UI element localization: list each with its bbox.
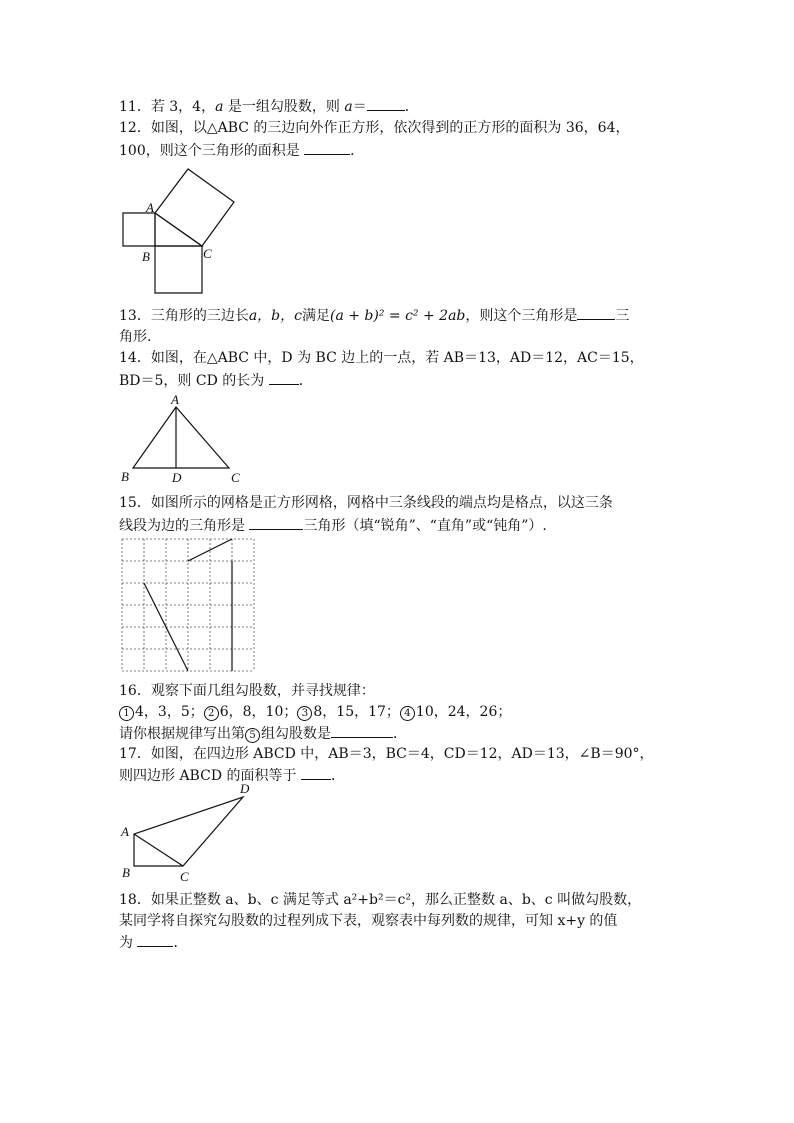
q16-line1: 16．观察下面几组勾股数，并寻找规律： <box>119 683 375 699</box>
q17-line2-suffix: ． <box>330 768 345 784</box>
label-b: B <box>122 865 130 880</box>
label-b: B <box>142 249 150 264</box>
q11-suffix: ． <box>404 99 419 115</box>
label-c: C <box>203 246 212 261</box>
label-a: A <box>146 200 154 215</box>
q15-line1: 15．如图所示的网格是正方形网格，网格中三条线段的端点均是格点，以这三条 <box>119 495 613 511</box>
group-1: 1 4，3，5； <box>119 704 204 720</box>
q13-mid: 满足 <box>301 308 330 324</box>
label-a: A <box>171 392 179 407</box>
label-d: D <box>172 470 182 485</box>
q14-line2-suffix: ． <box>298 373 313 389</box>
q11-var: a <box>215 99 224 115</box>
quadrilateral-abcd <box>134 797 243 866</box>
label-d: D <box>240 781 250 796</box>
label-b: B <box>121 469 129 484</box>
q18-line2: 某同学将自探究勾股数的过程列成下表，观察表中每列数的规律，可知 x+y 的值 <box>119 913 618 929</box>
q18-line3-suffix: ． <box>173 935 188 951</box>
q16-line3-suffix: ． <box>393 726 407 742</box>
q12-line2-suffix: ． <box>350 143 365 159</box>
answer-blank[interactable] <box>137 932 173 947</box>
q11-var2: a <box>344 99 353 115</box>
q13-vars: a，b，c <box>248 308 302 324</box>
q18-line3-prefix: 为 <box>119 935 138 951</box>
label-c: C <box>180 869 189 884</box>
q17-line2-prefix: 则四边形 ABCD 的面积等于 <box>119 768 301 784</box>
q11-prefix: 11．若 3，4， <box>119 99 216 115</box>
q16-line3-prefix: 请你根据规律写出第 <box>119 726 245 742</box>
q13-prefix: 13．三角形的三边长 <box>119 308 249 324</box>
circled-number: 3 <box>297 706 312 721</box>
q18-line3 <box>119 932 187 953</box>
q18-line1: 18．如果正整数 a、b、c 满足等式 a²+b²＝c²，那么正整数 a、b、c 叫做勾股数， <box>119 892 642 908</box>
group-4: 4 10，24，26； <box>400 704 511 720</box>
circled-number: 4 <box>400 706 415 721</box>
circled-number: 2 <box>204 706 219 721</box>
q13-formula: (a + b)² = c² + 2ab <box>329 308 466 324</box>
q14-line1: 14．如图，在△ABC 中，D 为 BC 边上的一点，若 AB＝13，AD＝12，AC＝15， <box>119 350 644 366</box>
q11-eq: ＝ <box>352 99 367 115</box>
q16-line3-mid: 组勾股数是 <box>261 726 331 742</box>
q13-line2: 角形. <box>119 329 152 345</box>
diagonal-ac <box>134 834 183 866</box>
q14-line2-prefix: BD＝5，则 CD 的长为 <box>119 373 269 389</box>
q13-suffix: ，则这个三角形是 <box>465 308 578 324</box>
circled-number: 1 <box>119 706 134 721</box>
label-a: A <box>121 824 129 839</box>
q17-line1: 17．如图，在四边形 ABCD 中，AB＝3，BC＝4，CD＝12，AD＝13，∠B＝90°， <box>119 746 654 762</box>
q15-line2-suffix: 三角形（填“锐角”、“直角”或“钝角”）. <box>303 518 547 534</box>
group-3: 3 8，15，17； <box>297 704 400 720</box>
q13-tail: 三 <box>615 308 630 324</box>
q15-line2-prefix: 线段为边的三角形是 <box>119 518 250 534</box>
q12-line2-prefix: 100，则这个三角形的面积是 <box>119 143 305 159</box>
group-2: 2 6，8，10； <box>204 704 298 720</box>
q11-mid: 是一组勾股数，则 <box>223 99 345 115</box>
q12-line1: 12．如图，以△ABC 的三边向外作正方形，依次得到的正方形的面积为 36，64， <box>119 120 630 136</box>
label-c: C <box>231 470 240 485</box>
circled-number: 5 <box>245 728 260 743</box>
